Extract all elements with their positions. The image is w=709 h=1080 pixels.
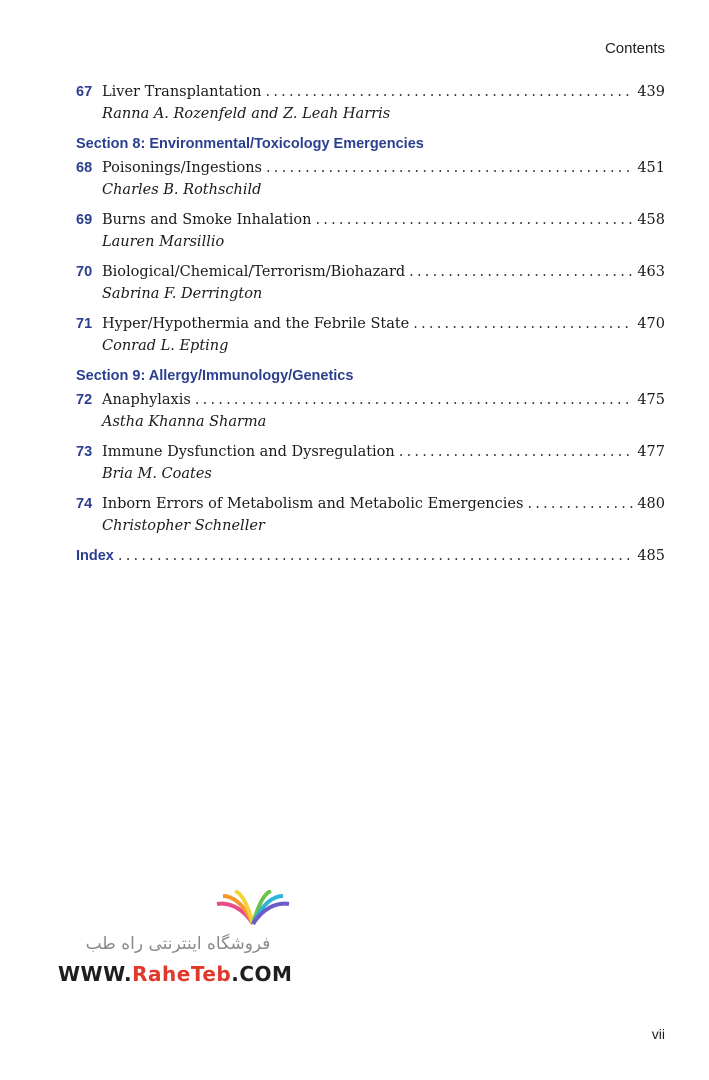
chapter-title: Immune Dysfunction and Dysregulation [102, 444, 395, 460]
section-heading: Section 9: Allergy/Immunology/Genetics [76, 368, 354, 384]
dot-leader [409, 264, 633, 280]
chapter-author: Astha Khanna Sharma [102, 414, 267, 430]
chapter-author: Sabrina F. Derrington [102, 286, 263, 302]
dot-leader [527, 496, 633, 512]
chapter-author: Bria M. Coates [102, 466, 212, 482]
dot-leader [399, 444, 634, 460]
page-number: 451 [637, 160, 665, 176]
dot-leader [266, 160, 633, 176]
page-number: 439 [637, 84, 665, 100]
chapter-title: Hyper/Hypothermia and the Febrile State [102, 316, 410, 332]
section-heading: Section 8: Environmental/Toxicology Emergencies [76, 136, 424, 152]
page-folio: vii [651, 1026, 665, 1042]
chapter-author: Christopher Schneller [102, 518, 265, 534]
toc-entry[interactable] [76, 160, 665, 200]
toc-entry[interactable] [76, 496, 665, 536]
chapter-number: 68 [76, 160, 93, 176]
dot-leader [195, 392, 634, 408]
page-number: 480 [637, 496, 665, 512]
chapter-title: Inborn Errors of Metabolism and Metabolic Emergencies [102, 496, 524, 512]
toc-entry[interactable] [76, 264, 665, 304]
dot-leader [118, 548, 633, 564]
index-title: Index [76, 548, 114, 564]
chapter-number: 71 [76, 316, 93, 332]
dot-leader [315, 212, 633, 228]
chapter-author: Ranna A. Rozenfeld and Z. Leah Harris [102, 106, 391, 122]
running-head: Contents [604, 40, 665, 57]
toc-entry[interactable] [76, 392, 665, 432]
page-number: 458 [637, 212, 665, 228]
page-number: 475 [637, 392, 665, 408]
watermark [58, 890, 308, 990]
toc-entry[interactable] [76, 84, 665, 124]
dot-leader [266, 84, 634, 100]
open-book-logo-icon [213, 890, 293, 926]
watermark-persian-text: فروشگاه اینترنتی راه طب [85, 934, 271, 954]
chapter-number: 73 [76, 444, 93, 460]
page-number: 477 [637, 444, 665, 460]
page-number: 463 [637, 264, 665, 280]
table-of-contents [76, 84, 665, 580]
chapter-number: 69 [76, 212, 93, 228]
chapter-author: Charles B. Rothschild [102, 182, 262, 198]
chapter-number: 72 [76, 392, 93, 408]
url-prefix: WWW. [58, 962, 133, 986]
chapter-title: Anaphylaxis [102, 392, 191, 408]
toc-entry[interactable] [76, 444, 665, 484]
dot-leader [413, 316, 633, 332]
chapter-number: 70 [76, 264, 93, 280]
url-suffix: .COM [231, 962, 293, 986]
chapter-title: Poisonings/Ingestions [102, 160, 262, 176]
toc-entry-index[interactable] [76, 548, 665, 568]
chapter-number: 74 [76, 496, 93, 512]
chapter-author: Lauren Marsillio [102, 234, 225, 250]
toc-entry[interactable] [76, 212, 665, 252]
url-brand: RaheTeb [132, 962, 232, 986]
page-number: 470 [637, 316, 665, 332]
chapter-title: Biological/Chemical/Terrorism/Biohazard [102, 264, 406, 280]
chapter-author: Conrad L. Epting [102, 338, 229, 354]
chapter-number: 67 [76, 84, 93, 100]
page-number: 485 [637, 548, 665, 564]
watermark-url [58, 962, 292, 986]
toc-entry[interactable] [76, 316, 665, 356]
chapter-title: Liver Transplantation [102, 84, 262, 100]
chapter-title: Burns and Smoke Inhalation [102, 212, 312, 228]
